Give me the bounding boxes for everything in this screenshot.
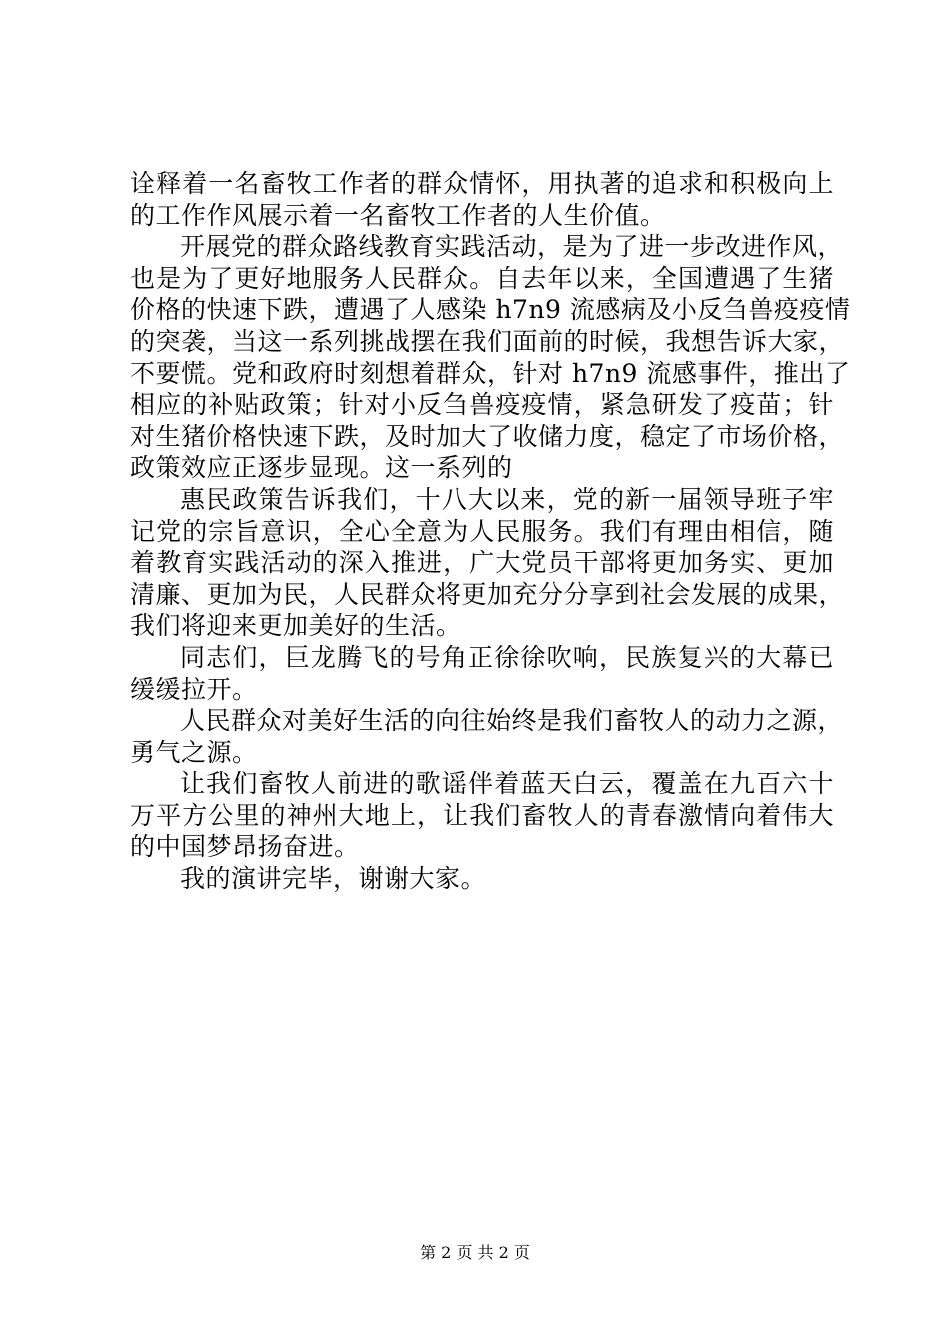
paragraph-start-line: 让我们畜牧人前进的歌谣伴着蓝天白云，覆盖在九百六十 — [180, 769, 834, 799]
text-line: 万平方公里的神州大地上，让我们畜牧人的青春激情向着伟大 — [130, 800, 834, 830]
text-line: 着教育实践活动的深入推进，广大党员干部将更加务实、更加 — [130, 548, 834, 578]
text-line: 的工作作风展示着一名畜牧工作者的人生价值。 — [130, 200, 666, 230]
paragraph-start-line: 同志们，巨龙腾飞的号角正徐徐吹响，民族复兴的大幕已 — [180, 642, 834, 672]
paragraph-start-line: 惠民政策告诉我们，十八大以来，党的新一届领导班子牢 — [180, 484, 834, 514]
text-line: 价格的快速下跌，遭遇了人感染 h7n9 流感病及小反刍兽疫疫情 — [130, 295, 851, 325]
paragraph-start-line: 我的演讲完毕，谢谢大家。 — [180, 864, 487, 894]
text-line: 也是为了更好地服务人民群众。自去年以来，全国遭遇了生猪 — [130, 263, 834, 293]
page-footer: 第 2 页 共 2 页 — [420, 1243, 530, 1262]
text-line: 诠释着一名畜牧工作者的群众情怀，用执著的追求和积极向上 — [130, 169, 834, 198]
text-line: 勇气之源。 — [130, 737, 258, 767]
text-line: 清廉、更加为民，人民群众将更加充分分享到社会发展的成果， — [130, 579, 845, 609]
text-line: 缓缓拉开。 — [130, 674, 258, 704]
text-line: 记党的宗旨意识，全心全意为人民服务。我们有理由相信，随 — [130, 516, 834, 546]
text-line: 对生猪价格快速下跌，及时加大了收储力度，稳定了市场价格， — [130, 421, 845, 451]
text-line: 不要慌。党和政府时刻想着群众，针对 h7n9 流感事件，推出了 — [130, 358, 851, 388]
text-line: 的中国梦昂扬奋进。 — [130, 832, 360, 862]
text-line: 我们将迎来更加美好的生活。 — [130, 611, 462, 641]
paragraph-start-line: 开展党的群众路线教育实践活动，是为了进一步改进作风， — [180, 232, 844, 262]
text-line: 相应的补贴政策；针对小反刍兽疫疫情，紧急研发了疫苗；针 — [130, 390, 834, 420]
body-text — [130, 168, 851, 895]
paragraph-start-line: 人民群众对美好生活的向往始终是我们畜牧人的动力之源， — [180, 706, 844, 736]
text-line: 政策效应正逐步显现。这一系列的 — [130, 453, 513, 483]
text-line: 的突袭，当这一系列挑战摆在我们面前的时候，我想告诉大家， — [130, 326, 845, 356]
